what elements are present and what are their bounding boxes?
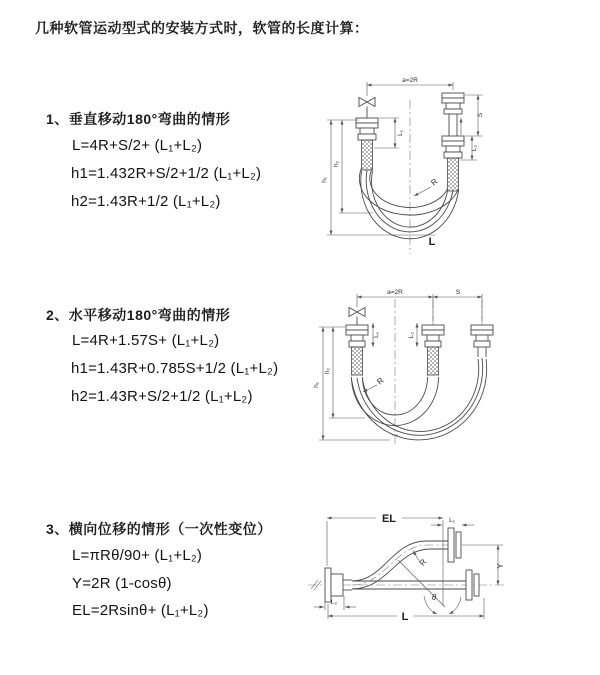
valve-icon bbox=[349, 308, 365, 317]
section-3-formula-L: L=πRθ/90+ (L₁+L₂) bbox=[72, 547, 203, 564]
left-flange-fitting bbox=[356, 118, 378, 140]
radius-label: R bbox=[417, 557, 429, 568]
section-3-formula-Y: Y=2R (1-cosθ) bbox=[72, 575, 172, 592]
dim-label-s: S bbox=[477, 112, 484, 118]
right-flange-fitting bbox=[471, 325, 493, 347]
hose-u-bend bbox=[359, 168, 458, 239]
dim-label-a2r: a=2R bbox=[387, 289, 403, 296]
section-2-heading: 2、水平移动180°弯曲的情形 bbox=[46, 307, 231, 323]
section-2-formula-L: L=4R+1.57S+ (L₁+L₂) bbox=[72, 332, 220, 349]
section-1-formula-h1: h1=1.432R+S/2+1/2 (L₁+L₂) bbox=[71, 165, 262, 182]
middle-flange-fitting bbox=[422, 325, 444, 347]
radius-label: R bbox=[429, 176, 440, 188]
section-3-formula-EL: EL=2Rsinθ+ (L₁+L₂) bbox=[72, 602, 209, 619]
dim-label-l1: L₁ bbox=[397, 130, 404, 136]
dim-label-l2: L₂ bbox=[408, 331, 415, 339]
dim-label-a2r: a=2R bbox=[402, 77, 418, 84]
left-flange-fitting bbox=[346, 325, 368, 347]
dim-label-h2: h₂ bbox=[324, 367, 331, 375]
angle-reference-line bbox=[398, 560, 445, 607]
section-3-heading: 3、横向位移的情形（一次性变位） bbox=[46, 521, 272, 537]
dim-label-l1: L₁ bbox=[373, 332, 380, 338]
diagram-horizontal-180-bend bbox=[315, 285, 600, 470]
section-1-formula-h2: h2=1.43R+1/2 (L₁+L₂) bbox=[71, 193, 221, 210]
hose-u-bend bbox=[352, 358, 487, 440]
angle-label: θ bbox=[431, 593, 437, 602]
section-2-formula-h1: h1=1.43R+0.785S+1/2 (L₁+L₂) bbox=[71, 360, 279, 377]
braided-hose-section bbox=[448, 158, 459, 191]
braided-hose-section bbox=[428, 347, 439, 375]
hose-s-curve bbox=[352, 541, 448, 589]
dim-label-h1: h₁ bbox=[313, 382, 320, 388]
right-flange-original bbox=[466, 570, 479, 600]
diagram-lateral-displacement bbox=[300, 500, 600, 650]
diagram-vertical-180-bend bbox=[315, 72, 600, 262]
length-label: L bbox=[401, 611, 409, 623]
section-2-formula-h2: h2=1.43R+S/2+1/2 (L₁+L₂) bbox=[71, 388, 253, 405]
braided-hose-section bbox=[362, 140, 373, 170]
dim-label-y: Y bbox=[496, 563, 505, 569]
radius-label: R bbox=[375, 375, 386, 387]
dim-label-l1: L₁ bbox=[449, 517, 455, 524]
section-1-heading: 1、垂直移动180°弯曲的情形 bbox=[46, 111, 231, 127]
dim-label-l2: L₂ bbox=[471, 144, 478, 152]
right-flange-displaced bbox=[448, 528, 461, 562]
dim-label-el: EL bbox=[381, 513, 397, 525]
right-flange-fitting-upper bbox=[442, 93, 464, 114]
dim-label-h1: h₁ bbox=[321, 177, 328, 183]
dim-label-l2: L₂ bbox=[330, 599, 338, 606]
page-title: 几种软管运动型式的安装方式时，软管的长度计算： bbox=[35, 20, 369, 36]
section-1-formula-L: L=4R+S/2+ (L₁+L₂) bbox=[72, 137, 203, 154]
right-flange-fitting-lower bbox=[442, 136, 464, 158]
length-label: L bbox=[428, 236, 436, 248]
dim-label-h2: h₂ bbox=[333, 160, 340, 168]
braided-hose-section bbox=[352, 347, 363, 375]
dim-label-s: S bbox=[455, 289, 461, 296]
valve-icon bbox=[359, 98, 375, 107]
